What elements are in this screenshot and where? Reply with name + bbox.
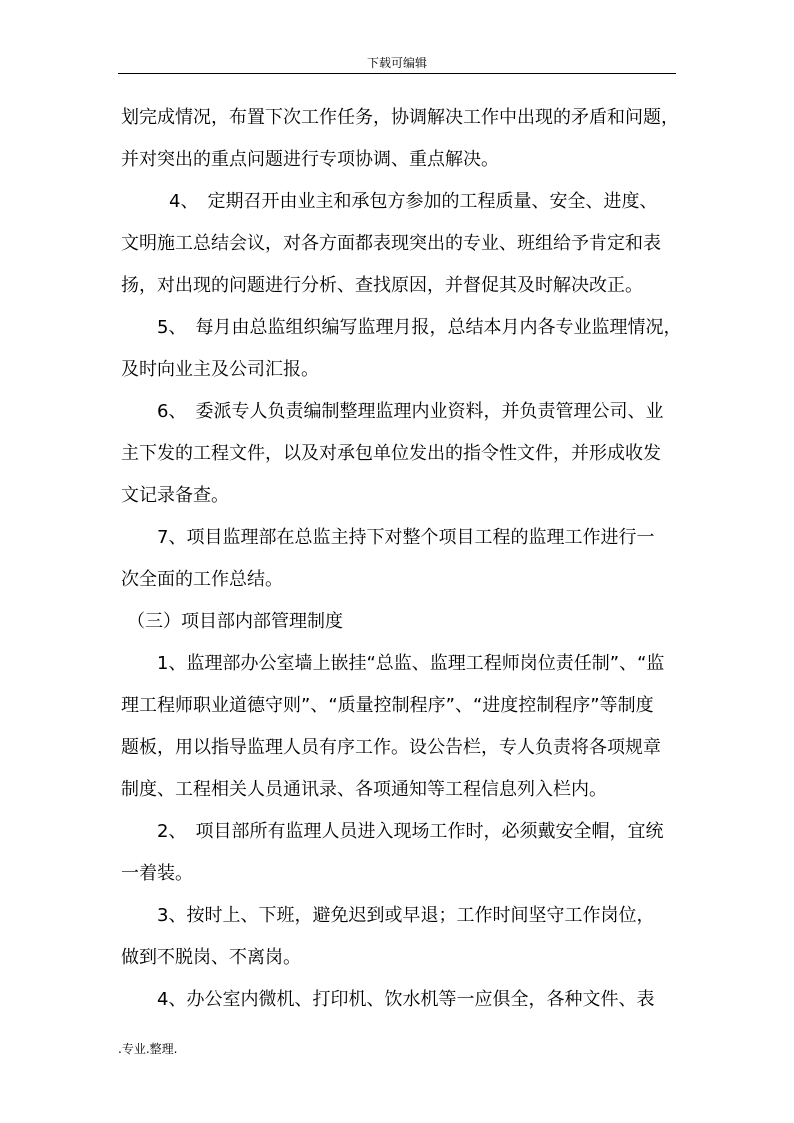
body-line: 文明施工总结会议，对各方面都表现突出的专业、班组给予肯定和表 [121,233,661,254]
body-line: 6、 委派专人负责编制整理监理内业资料，并负责管理公司、业 [157,401,664,422]
body-line: 7、项目监理部在总监主持下对整个项目工程的监理工作进行一 [157,527,655,548]
section-heading: （三）项目部内部管理制度 [127,611,343,632]
page-header: 下载可编辑 [366,56,427,70]
body-line: 扬，对出现的问题进行分析、查找原因，并督促其及时解决改正。 [121,275,643,296]
body-line: 主下发的工程文件，以及对承包单位发出的指令性文件，并形成收发 [121,443,661,464]
body-line: 题板，用以指导监理人员有序工作。设公告栏，专人负责将各项规章 [121,737,661,758]
page-footer: .专业.整理. [118,1042,178,1056]
body-line: 及时向业主及公司汇报。 [121,359,319,380]
body-line: 文记录备查。 [121,485,229,506]
body-line: 理工程师职业道德守则”、“质量控制程序”、“进度控制程序”等制度 [121,695,654,716]
body-line: 3、按时上、下班，避免迟到或早退；工作时间坚守工作岗位， [157,905,655,926]
body-line: 4、 定期召开由业主和承包方参加的工程质量、安全、进度、 [169,191,658,212]
body-line: 次全面的工作总结。 [121,569,283,590]
body-line: 并对突出的重点问题进行专项协调、重点解决。 [121,149,499,170]
body-line: 4、办公室内微机、打印机、饮水机等一应俱全，各种文件、表 [157,989,655,1010]
body-line: 制度、工程相关人员通讯录、各项通知等工程信息列入栏内。 [121,779,607,800]
body-line: 5、 每月由总监组织编写监理月报，总结本月内各专业监理情况， [157,317,682,338]
body-line: 2、 项目部所有监理人员进入现场工作时，必须戴安全帽，宜统 [157,821,664,842]
body-line: 做到不脱岗、不离岗。 [121,947,301,968]
header-divider [118,73,676,74]
body-line: 一着装。 [121,863,193,884]
body-line: 划完成情况，布置下次工作任务，协调解决工作中出现的矛盾和问题， [121,107,679,128]
body-line: 1、监理部办公室墙上嵌挂“总监、监理工程师岗位责任制”、“监 [157,653,665,674]
